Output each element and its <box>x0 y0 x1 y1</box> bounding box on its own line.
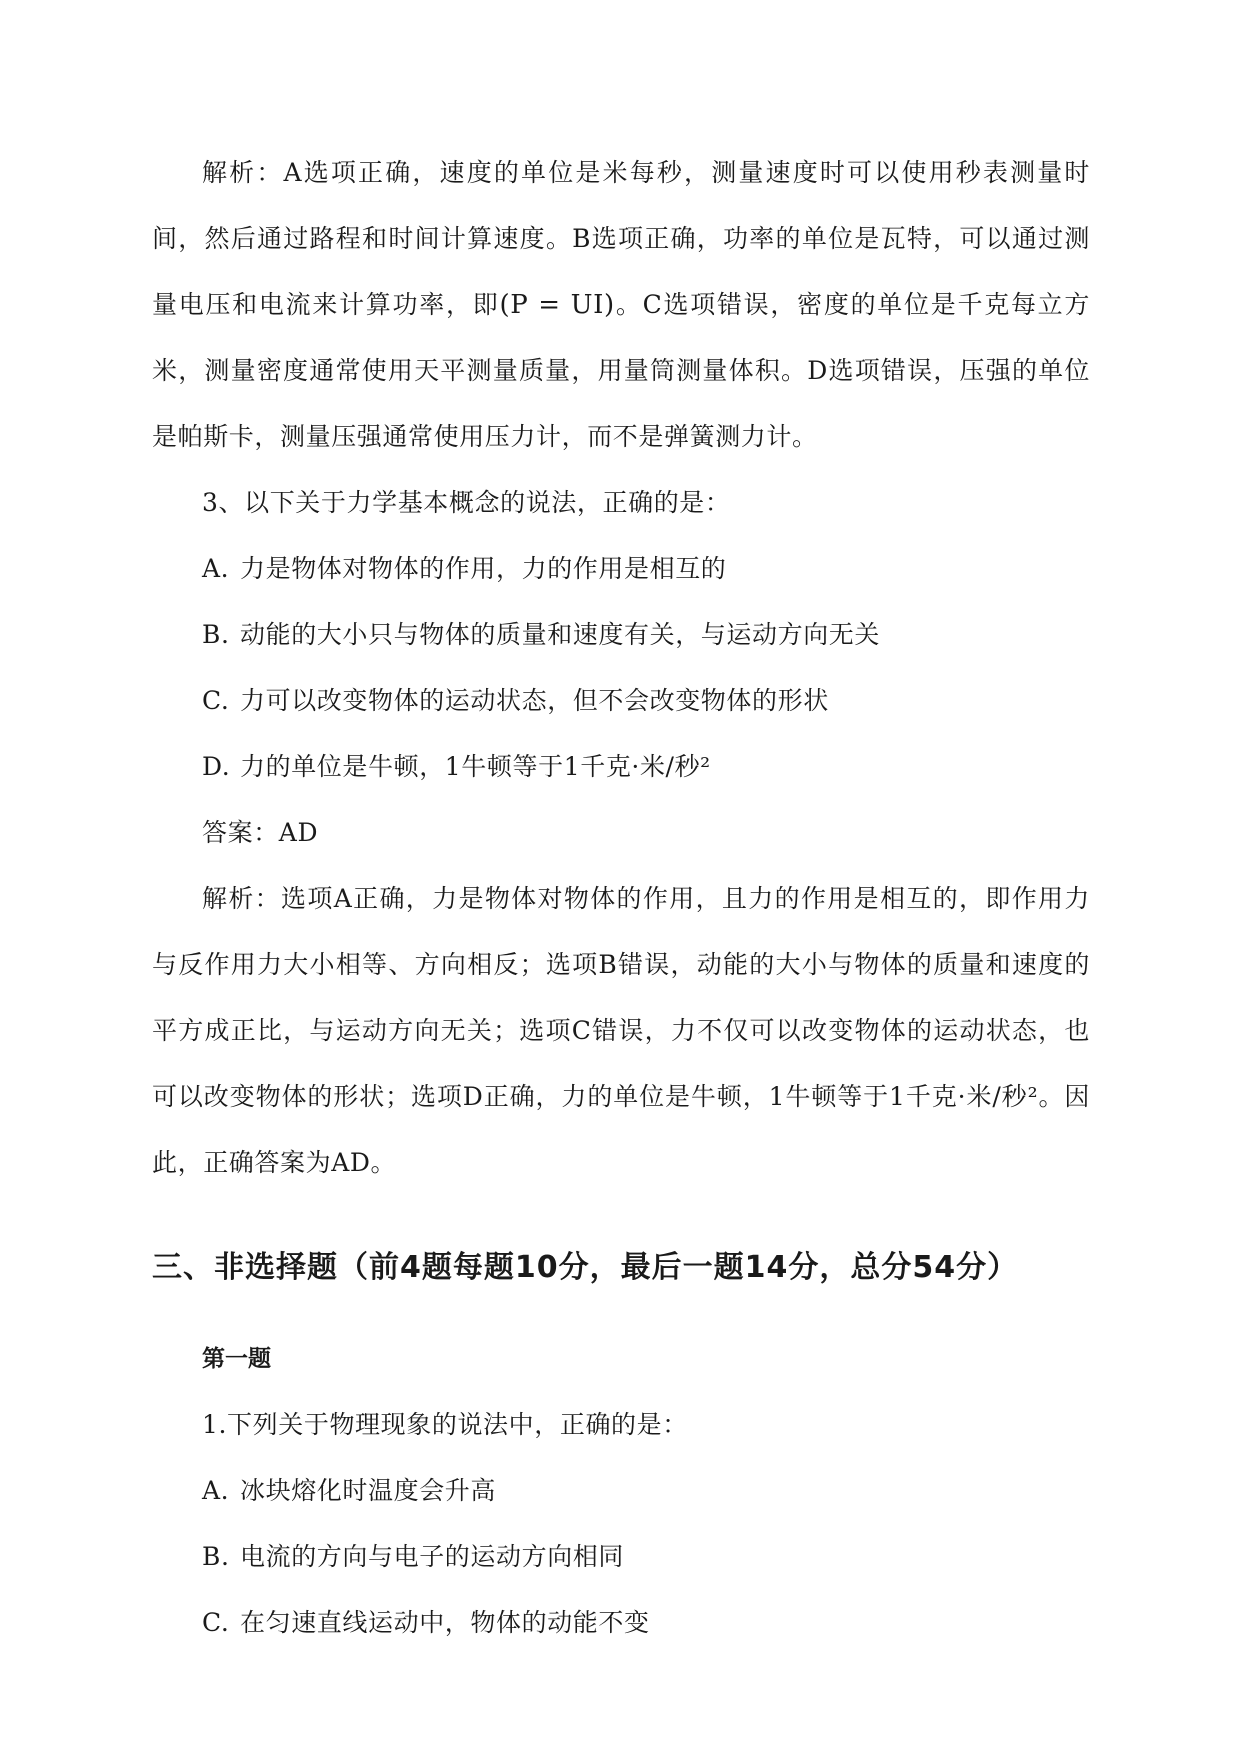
option-letter: A. <box>202 554 230 583</box>
question-stem: 1.下列关于物理现象的说法中，正确的是： <box>202 1410 688 1439</box>
analysis-paragraph: 解析：选项A正确，力是物体对物体的作用，且力的作用是相互的，即作用力与反作用力大小相等、方向相反；选项B错误，动能的大小与物体的质量和速度的平方成正比，与运动方向无关；选项C错误，力不仅可以改变物体的运动状态，也可以改变物体的形状；选项D正确，力的单位是牛顿，1牛顿等于1千克·米/秒²。因此，正确答案为AD。 <box>152 884 1090 1177</box>
answer-line: 答案：AD <box>202 818 319 847</box>
option-item <box>152 536 1090 602</box>
section-heading: 三、非选择题（前4题每题10分，最后一题14分，总分54分） <box>152 1250 1019 1285</box>
option-item <box>152 1590 1090 1656</box>
option-letter: D. <box>202 752 231 781</box>
option-text: 在匀速直线运动中，物体的动能不变 <box>240 1608 650 1637</box>
document-page <box>152 140 1090 1656</box>
analysis-text-part1: 解析：A选项正确，速度的单位是米每秒，测量速度时可以使用秒表测量时间，然后通过路程和时间计算速度。B选项正确，功率的单位是瓦特，可以通过测量电压和电流来计算功率，即 <box>152 158 1090 319</box>
analysis-text-part2: 。C选项错误，密度的单位是千克每立方米，测量密度通常使用天平测量质量，用量筒测量体积。D选项错误，压强的单位是帕斯卡，测量压强通常使用压力计，而不是弹簧测力计。 <box>152 290 1090 451</box>
option-letter: A. <box>202 1476 230 1505</box>
option-item <box>152 602 1090 668</box>
option-text: 冰块熔化时温度会升高 <box>240 1476 497 1505</box>
option-letter: C. <box>202 686 230 715</box>
option-text: 力是物体对物体的作用，力的作用是相互的 <box>240 554 727 583</box>
option-text: 力可以改变物体的运动状态，但不会改变物体的形状 <box>240 686 829 715</box>
analysis-paragraph <box>152 140 1090 470</box>
option-item <box>152 734 1090 800</box>
option-item <box>152 668 1090 734</box>
question-stem: 3、以下关于力学基本概念的说法，正确的是： <box>202 488 731 517</box>
option-item <box>152 1458 1090 1524</box>
sub-heading: 第一题 <box>202 1346 271 1372</box>
option-letter: B. <box>202 620 230 649</box>
power-formula: (P = UI) <box>499 290 615 320</box>
option-text: 电流的方向与电子的运动方向相同 <box>240 1542 625 1571</box>
option-item <box>152 1524 1090 1590</box>
option-text: 动能的大小只与物体的质量和速度有关，与运动方向无关 <box>240 620 881 649</box>
option-letter: C. <box>202 1608 230 1637</box>
option-text: 力的单位是牛顿，1牛顿等于1千克·米/秒² <box>240 752 711 781</box>
option-letter: B. <box>202 1542 230 1571</box>
